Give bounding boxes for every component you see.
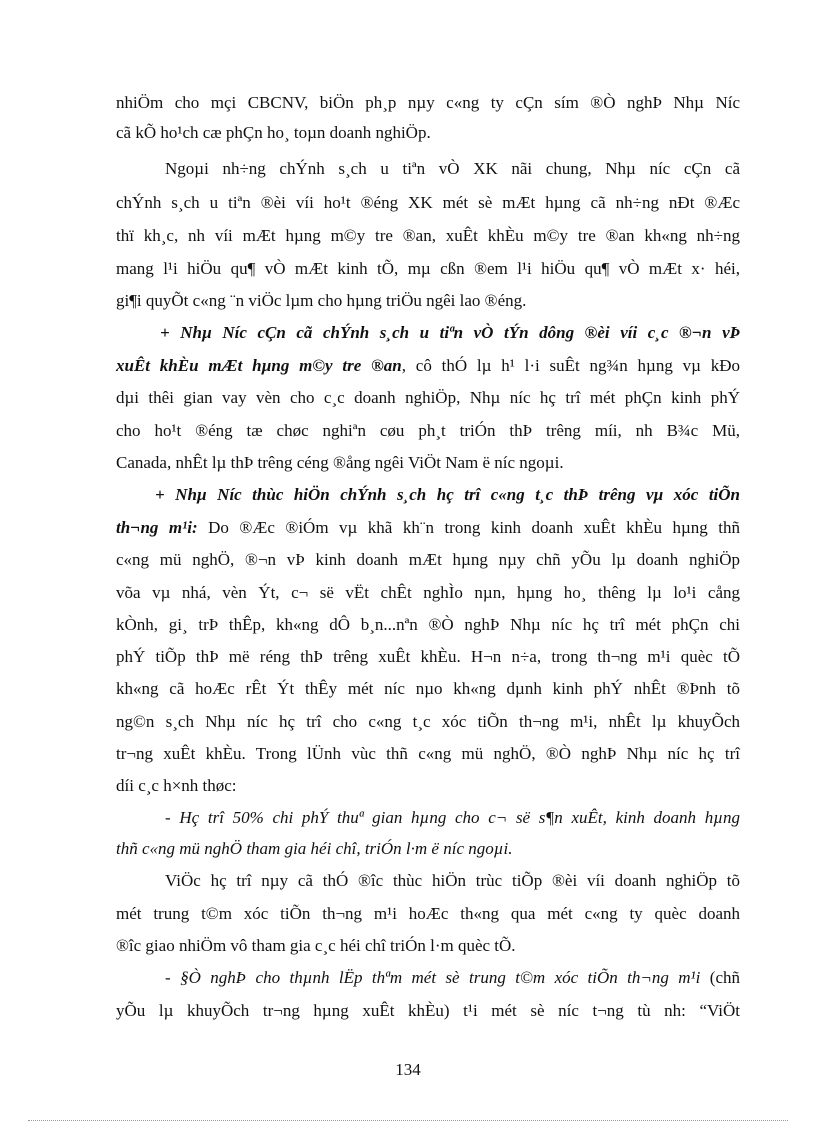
- text-line-3: Ngoµi nh÷ng chÝnh s¸ch u tiªn vÒ XK nãi chung, Nhµ níc cÇn cã: [165, 159, 740, 178]
- text-line-23: - Hç trî 50% chi phÝ thuª gian hµng cho c¬ së s¶n xuÊt, kinh doanh hµng: [165, 808, 740, 827]
- text-line-10: dµi thêi gian vay vèn cho c¸c doanh nghiÖp, Nhµ níc hç trî mét phÇn kinh phÝ: [116, 388, 740, 407]
- text-line-8: + Nhµ Níc cÇn cã chÝnh s¸ch u tiªn vÒ tÝn dông ®èi víi c¸c ®¬n vÞ: [160, 323, 740, 342]
- text-line-1: nhiÖm cho mçi CBCNV, biÖn ph¸p nµy c«ng ty cÇn sím ®Ò nghÞ Nhµ Níc: [116, 93, 740, 112]
- text-line-15: c«ng mü nghÖ, ®¬n vÞ kinh doanh mÆt hµng nµy chñ yÕu lµ doanh nghiÖp: [116, 550, 740, 569]
- text-line-22: díi c¸c h×nh thøc:: [116, 776, 237, 795]
- text-line-19: kh«ng cã hoÆc rÊt Ýt thÊy mét níc nµo kh«ng dµnh kinh phÝ nhÊt ®Þnh tõ: [116, 679, 740, 698]
- text-line-4: chÝnh s¸ch u tiªn ®èi víi ho¹t ®éng XK mét sè mÆt hµng cã nh÷ng nÐt ®Æc: [116, 193, 740, 212]
- text-line-11: cho ho¹t ®éng tæ chøc nghiªn cøu ph¸t triÓn thÞ trêng míi, nh B¾c Mü,: [116, 421, 740, 440]
- text-line-16: võa vµ nhá, vèn Ýt, c¬ së vËt chÊt nghÌo nµn, hµng ho¸ thêng lµ lo¹i cång: [116, 583, 740, 602]
- page-number: 134: [395, 1060, 421, 1079]
- text-line-24: thñ c«ng mü nghÖ tham gia héi chî, triÓn l·m ë níc ngoµi.: [116, 839, 513, 858]
- text-line-9: xuÊt khÈu mÆt hµng m©y tre ®an, cô thÓ lµ h¹ l·i suÊt ng¾n hµng vµ kÐo: [116, 356, 741, 375]
- text-line-29: yÕu lµ khuyÕch tr¬ng hµng xuÊt khÈu) t¹i mét sè níc t¬ng tù nh: “ViÖt: [116, 1001, 740, 1020]
- text-line-6: mang l¹i hiÖu qu¶ vÒ mÆt kinh tÕ, mµ cßn ®em l¹i hiÖu qu¶ vÒ mÆt x· héi,: [116, 259, 740, 278]
- text-line-2: cã kÕ ho¹ch cæ phÇn ho¸ toµn doanh nghiÖp.: [116, 123, 431, 142]
- text-line-21: tr¬ng xuÊt khÈu. Trong lÜnh vùc thñ c«ng mü nghÖ, ®Ò nghÞ Nhµ níc hç trî: [116, 744, 740, 763]
- text-line-28: - §Ò nghÞ cho thµnh lËp thªm mét sè trung t©m xóc tiÕn th¬ng m¹i (chñ: [165, 968, 740, 987]
- text-line-12: Canada, nhÊt lµ thÞ trêng céng ®ång ngêi ViÖt Nam ë níc ngoµi.: [116, 453, 564, 472]
- text-line-27: ®îc giao nhiÖm vô tham gia c¸c héi chî triÓn l·m quèc tÕ.: [116, 936, 516, 955]
- text-line-14: th¬ng m¹i: Do ®Æc ®iÓm vµ khã kh¨n trong kinh doanh xuÊt khÈu hµng thñ: [116, 518, 740, 537]
- footer-divider: [28, 1120, 788, 1121]
- text-line-25: ViÖc hç trî nµy cã thÓ ®îc thùc hiÖn trùc tiÕp ®èi víi doanh nghiÖp tõ: [165, 871, 740, 890]
- text-line-7: gi¶i quyÕt c«ng ¨n viÖc lµm cho hµng triÖu ngêi lao ®éng.: [116, 291, 527, 310]
- text-line-13: + Nhµ Níc thùc hiÖn chÝnh s¸ch hç trî c«ng t¸c thÞ trêng vµ xóc tiÕn: [155, 485, 740, 504]
- text-line-5: thï kh¸c, nh víi mÆt hµng m©y tre ®an, xuÊt khÈu m©y tre ®an kh«ng nh÷ng: [116, 226, 740, 245]
- text-line-18: phÝ tiÕp thÞ më réng thÞ trêng xuÊt khÈu. H¬n n÷a, trong th¬ng m¹i quèc tÕ: [116, 647, 740, 666]
- text-line-17: kÒnh, gi¸ trÞ thÊp, kh«ng dÔ b¸n...nªn ®Ò nghÞ Nhµ níc hç trî mét phÇn chi: [116, 615, 740, 634]
- text-line-20: ng©n s¸ch Nhµ níc hç trî cho c«ng t¸c xóc tiÕn th¬ng m¹i, nhÊt lµ khuyÕch: [116, 712, 740, 731]
- text-line-26: mét trung t©m xóc tiÕn th¬ng m¹i hoÆc th«ng qua mét c«ng ty quèc doanh: [116, 904, 740, 923]
